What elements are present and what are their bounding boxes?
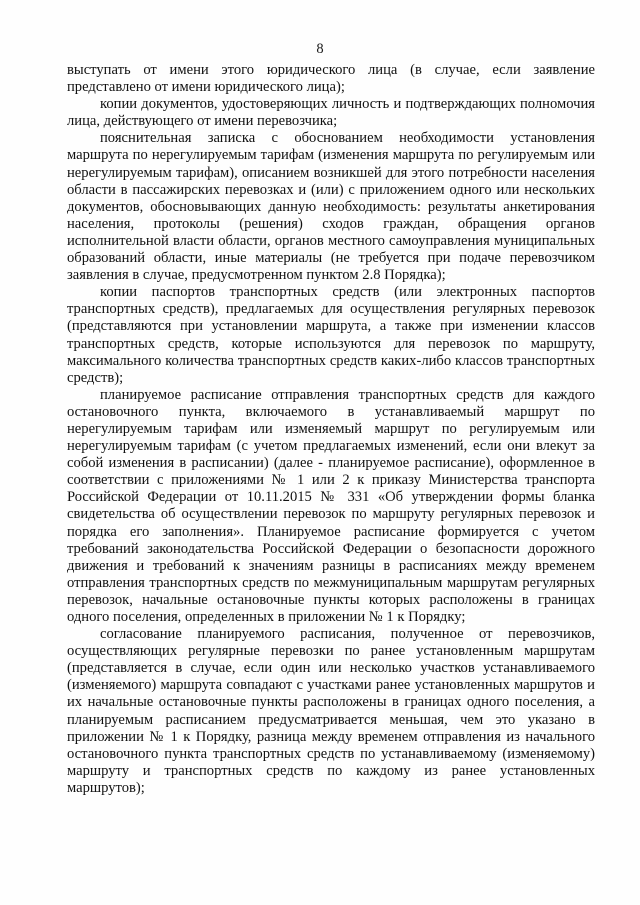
- paragraph-identity-documents: копии документов, удостоверяющих личность и подтверждающих полномочия лица, действующего от имени перевозчика;: [67, 96, 595, 130]
- document-body: [67, 62, 595, 797]
- paragraph-schedule-approval: согласование планируемого расписания, полученное от перевозчиков, осуществляющих регулярные перевозки по ранее установленным маршрутам (представляется в случае, если один или несколько участков устанавливаемого (изменяемого) маршрута совпадают с участками ранее установленных маршрутов и их начальные остановочные пункты расположены в границах одного поселения, а планируемым расписанием предусматривается меньшая, чем это указано в приложении № 1 к Порядку, разница между временем отправления из начального остановочного пункта транспортных средств по устанавливаемому (изменяемому) маршруту и транспортных средств по каждому из ранее установленных маршрутов);: [67, 626, 595, 796]
- page-number: 8: [316, 41, 324, 57]
- paragraph-continuation: выступать от имени этого юридического лица (в случае, если заявление представлено от имени юридического лица);: [67, 62, 595, 96]
- paragraph-explanatory-note: пояснительная записка с обоснованием необходимости установления маршрута по нерегулируемым тарифам (изменения маршрута по регулируемым или нерегулируемым тарифам), описанием возникшей для этого потребности населения области в пассажирских перевозках и (или) с приложением одного или нескольких документов, обосновывающих данную необходимость: результаты анкетирования населения, протоколы (решения) сходов граждан, обращения органов исполнительной власти области, органов местного самоуправления муниципальных образований области, иные материалы (не требуется при подаче перевозчиком заявления в случае, предусмотренном пунктом 2.8 Порядка);: [67, 130, 595, 284]
- paragraph-planned-schedule: планируемое расписание отправления транспортных средств для каждого остановочного пункта, включаемого в устанавливаемый маршрут по нерегулируемым тарифам или изменяемый маршрут по регулируемым или нерегулируемым тарифам (с учетом предлагаемых изменений, если они влекут за собой изменения в расписании) (далее - планируемое расписание), оформленное в соответствии с приложениями № 1 или 2 к приказу Министерства транспорта Российской Федерации от 10.11.2015 № 331 «Об утверждении формы бланка свидетельства об осуществлении перевозок по маршруту регулярных перевозок и порядка его заполнения». Планируемое расписание формируется с учетом требований законодательства Российской Федерации о безопасности дорожного движения и требований к значениям разницы в расписаниях между временем отправления транспортных средств по межмуниципальным маршрутам регулярных перевозок, начальные остановочные пункты которых расположены в границах одного поселения, определенных в приложении № 1 к Порядку;: [67, 386, 595, 625]
- paragraph-vehicle-passports: копии паспортов транспортных средств (или электронных паспортов транспортных средств), предлагаемых для осуществления регулярных перевозок (представляются при установлении маршрута, а также при изменении классов транспортных средств, которые используются для перевозок по маршруту, максимального количества транспортных средств каких-либо классов транспортных средств);: [67, 284, 595, 386]
